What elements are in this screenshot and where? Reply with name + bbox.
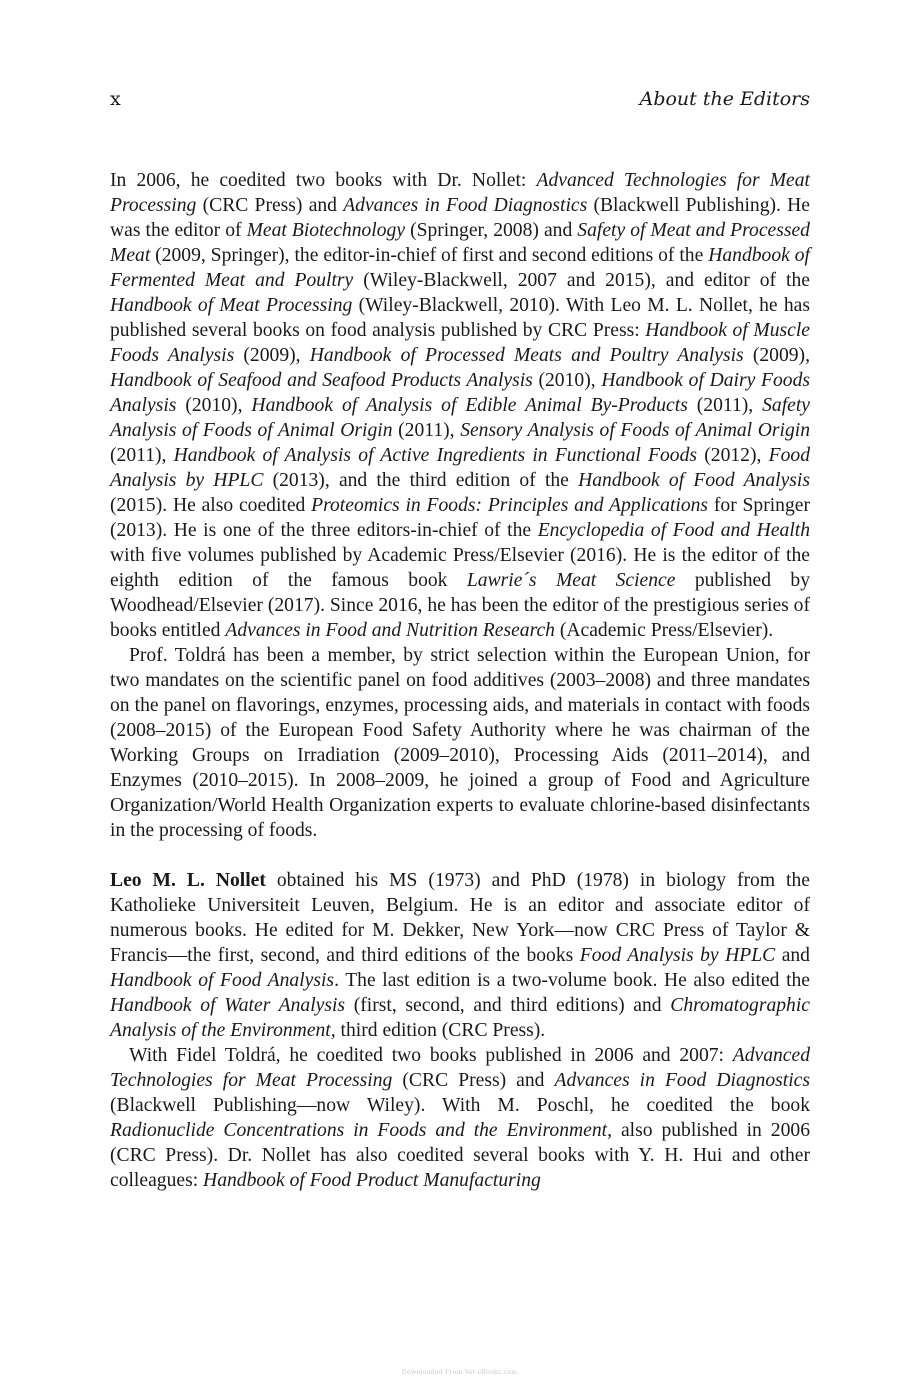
text-run: (2015). He also coedited bbox=[110, 495, 312, 516]
running-head bbox=[110, 86, 810, 112]
book-title: Handbook of Processed Meats and Poultry Analysis bbox=[309, 345, 744, 366]
running-head-title: About the Editors bbox=[639, 88, 810, 110]
book-title: Food Analysis by HPLC bbox=[579, 945, 776, 966]
text-run: for Springer (2013). He is one of the three editors-in-chief of the bbox=[110, 495, 810, 541]
text-run: (2009), bbox=[234, 345, 310, 366]
book-title: Advanced Technologies for Meat Processing bbox=[110, 170, 810, 216]
text-run: and bbox=[775, 945, 810, 966]
book-title: Handbook of Food Product Manufacturing bbox=[203, 1170, 541, 1191]
text-run: In 2006, he coedited two books with Dr. Nollet: bbox=[110, 170, 537, 191]
book-title: Handbook of Seafood and Seafood Products Analysis bbox=[110, 370, 533, 391]
paragraph-toldra-efsa bbox=[110, 643, 810, 843]
text-run: Prof. Toldrá has been a member, by strict selection within the European Union, for two mandates on the scientific panel on food additives (2003–2008) and three mandates on the panel on flavorings, enzymes, processing aids, and materials in contact with foods (2008–2015) of the European Food Safety Authority where he was chairman of the Working Groups on Irradiation (2009–2010), Processing Aids (2011–2014), and Enzymes (2010–2015). In 2008–2009, he joined a group of Food and Agriculture Organization/World Health Organization experts to evaluate chlorine-based disinfectants in the processing of foods. bbox=[110, 645, 810, 841]
text-run: (2009), bbox=[743, 345, 810, 366]
book-title: Handbook of Analysis of Edible Animal By-Products bbox=[251, 395, 688, 416]
book-title: Handbook of Water Analysis bbox=[110, 995, 346, 1016]
text-run: also published in 2006 (CRC Press). Dr. Nollet has also coedited several books with Y. H. Hui and other colleagues: bbox=[110, 1120, 810, 1191]
text-run: With Fidel Toldrá, he coedited two books published in 2006 and 2007: bbox=[129, 1045, 733, 1066]
text-run: . The last edition is a two-volume book. He also edited the bbox=[334, 970, 810, 991]
book-title: Handbook of Dairy Foods Analysis bbox=[110, 370, 810, 416]
book-title: Advances in Food Diagnostics bbox=[554, 1070, 810, 1091]
book-title: Food Analysis by HPLC bbox=[110, 445, 811, 491]
text-run: (2011), bbox=[110, 445, 174, 466]
book-title: Advances in Food Diagnostics bbox=[343, 195, 588, 216]
book-title: Encyclopedia of Food and Health bbox=[537, 520, 811, 541]
book-title: Handbook of Analysis of Active Ingredients in Functional Foods bbox=[173, 445, 698, 466]
book-title: Lawrie´s Meat Science bbox=[466, 570, 676, 591]
book-title: Handbook of Meat Processing bbox=[110, 295, 353, 316]
book-title: Safety Analysis of Foods of Animal Origin bbox=[110, 395, 810, 441]
text-run: (2011), bbox=[687, 395, 763, 416]
text-run: third edition (CRC Press). bbox=[335, 1020, 546, 1041]
text-run: (Springer, 2008) and bbox=[405, 220, 578, 241]
text-run: (Wiley-Blackwell, 2010). With Leo M. L. Nollet, he has published several books on food analysis published by CRC Press: bbox=[110, 295, 810, 341]
text-run: (2011), bbox=[392, 420, 461, 441]
book-title: Handbook of Muscle Foods Analysis bbox=[110, 320, 810, 366]
download-watermark: Downloaded From Vet-eBooks.com bbox=[401, 1369, 518, 1376]
text-run: obtained his MS (1973) and PhD (1978) in biology from the Katholieke Universiteit Leuven, Belgium. He is an editor and associate editor of numerous books. He edited for M. Dekker, New York—now CRC Press of Taylor & Francis—the first, second, and third editions of the books bbox=[110, 870, 810, 966]
book-title: Radionuclide Concentrations in Foods and the Environment, bbox=[110, 1120, 612, 1141]
text-run: (first, second, and third editions) and bbox=[345, 995, 671, 1016]
editor-name: Leo M. L. Nollet bbox=[110, 870, 266, 891]
text-run: (2012), bbox=[697, 445, 769, 466]
book-title: Proteomics in Foods: Principles and Applications bbox=[311, 495, 709, 516]
book-title: Safety of Meat and Processed Meat bbox=[110, 220, 810, 266]
text-run: (2009, Springer), the editor-in-chief of first and second editions of the bbox=[150, 245, 709, 266]
text-run: (CRC Press) and bbox=[196, 195, 344, 216]
text-run: (2010), bbox=[532, 370, 602, 391]
text-run: published by Woodhead/Elsevier (2017). Since 2016, he has been the editor of the prestigious series of books entitled bbox=[110, 570, 810, 641]
paragraph-nollet-coedited bbox=[110, 1043, 810, 1193]
text-run: with five volumes published by Academic Press/Elsevier (2016). He is the editor of the eighth edition of the famous book bbox=[110, 545, 810, 591]
text-run: (2013), and the third edition of the bbox=[263, 470, 579, 491]
text-run: (2010), bbox=[176, 395, 252, 416]
book-title: Chromatographic Analysis of the Environment, bbox=[110, 995, 810, 1041]
book-title: Meat Biotechnology bbox=[246, 220, 406, 241]
text-run: (Blackwell Publishing—now Wiley). With M. Poschl, he coedited the book bbox=[110, 1095, 810, 1116]
book-title: Handbook of Food Analysis bbox=[110, 970, 335, 991]
text-run: (Academic Press/Elsevier). bbox=[554, 620, 774, 641]
book-title: Advances in Food and Nutrition Research bbox=[225, 620, 555, 641]
paragraph-toldra-publications bbox=[110, 168, 810, 643]
paragraph-nollet-bio bbox=[110, 868, 810, 1043]
text-run: (CRC Press) and bbox=[392, 1070, 555, 1091]
book-title: Handbook of Fermented Meat and Poultry bbox=[110, 245, 810, 291]
page-number: x bbox=[110, 88, 121, 110]
body-text bbox=[110, 168, 810, 1193]
book-title: Sensory Analysis of Foods of Animal Origin bbox=[460, 420, 811, 441]
text-run: (Wiley-Blackwell, 2007 and 2015), and editor of the bbox=[353, 270, 810, 291]
text-run: (Blackwell Publishing). He was the editor of bbox=[110, 195, 810, 241]
book-title: Advanced Technologies for Meat Processing bbox=[110, 1045, 810, 1091]
book-title: Handbook of Food Analysis bbox=[578, 470, 810, 491]
